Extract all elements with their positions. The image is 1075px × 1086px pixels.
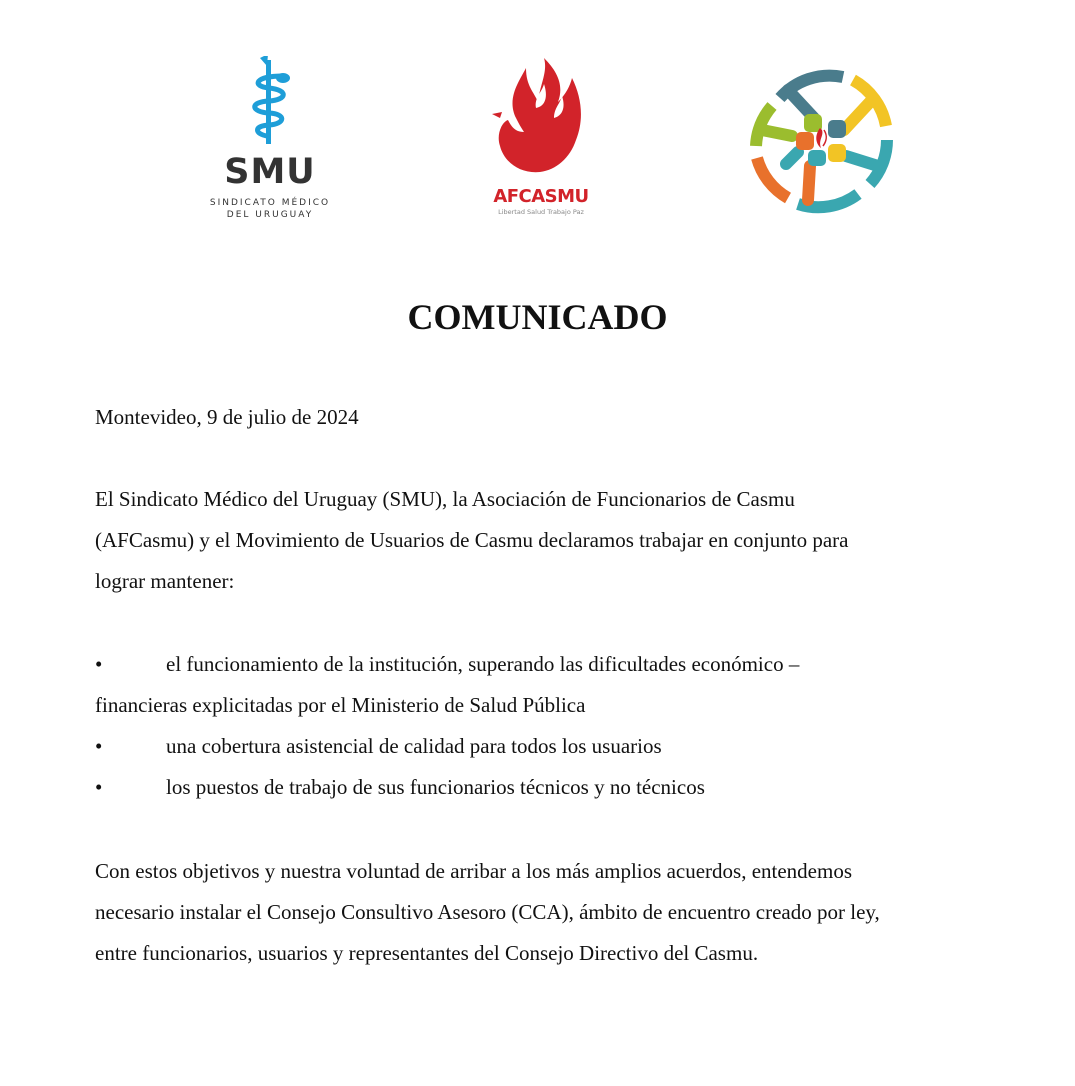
- bullet-1-line-1: el funcionamiento de la institución, superando las dificultades económico –: [166, 652, 800, 676]
- bullet-3-text: los puestos de trabajo de sus funcionarios técnicos y no técnicos: [166, 775, 705, 799]
- intro-line-2: (AFCasmu) y el Movimiento de Usuarios de Casmu declaramos trabajar en conjunto para: [95, 528, 849, 552]
- intro-line-3: lograr mantener:: [95, 569, 235, 593]
- flame-dove-icon: [486, 58, 596, 186]
- usuarios-logo: [748, 68, 894, 214]
- bullet-marker: •: [95, 652, 103, 676]
- document-title: COMUNICADO: [407, 297, 668, 337]
- smu-logo: [195, 56, 345, 226]
- afcasmu-tagline: Libertad Salud Trabajo Paz: [498, 208, 584, 216]
- closing-line-3: entre funcionarios, usuarios y representantes del Consejo Directivo del Casmu.: [95, 941, 759, 965]
- closing-line-2: necesario instalar el Consejo Consultivo Asesoro (CCA), ámbito de encuentro creado por ley,: [95, 900, 880, 924]
- smu-subtitle-line2: DEL URUGUAY: [226, 210, 314, 220]
- joined-hands-circle-icon: [748, 68, 894, 214]
- closing-line-1: Con estos objetivos y nuestra voluntad de arribar a los más amplios acuerdos, entendemos: [95, 859, 852, 883]
- bullet-marker: •: [95, 775, 103, 799]
- intro-line-1: El Sindicato Médico del Uruguay (SMU), la Asociación de Funcionarios de Casmu: [95, 487, 795, 511]
- bullet-1-line-2: financieras explicitadas por el Ministerio de Salud Pública: [95, 693, 586, 717]
- bullet-marker: •: [95, 734, 103, 758]
- document-date: Montevideo, 9 de julio de 2024: [95, 405, 359, 429]
- bullet-2-text: una cobertura asistencial de calidad para todos los usuarios: [166, 734, 662, 758]
- afcasmu-logo: [486, 58, 596, 223]
- afcasmu-wordmark: AFCASMU: [493, 186, 589, 207]
- rod-of-asclepius-icon: [195, 56, 345, 151]
- smu-wordmark: SMU: [224, 152, 316, 192]
- smu-subtitle-line1: SINDICATO MÉDICO: [209, 198, 331, 208]
